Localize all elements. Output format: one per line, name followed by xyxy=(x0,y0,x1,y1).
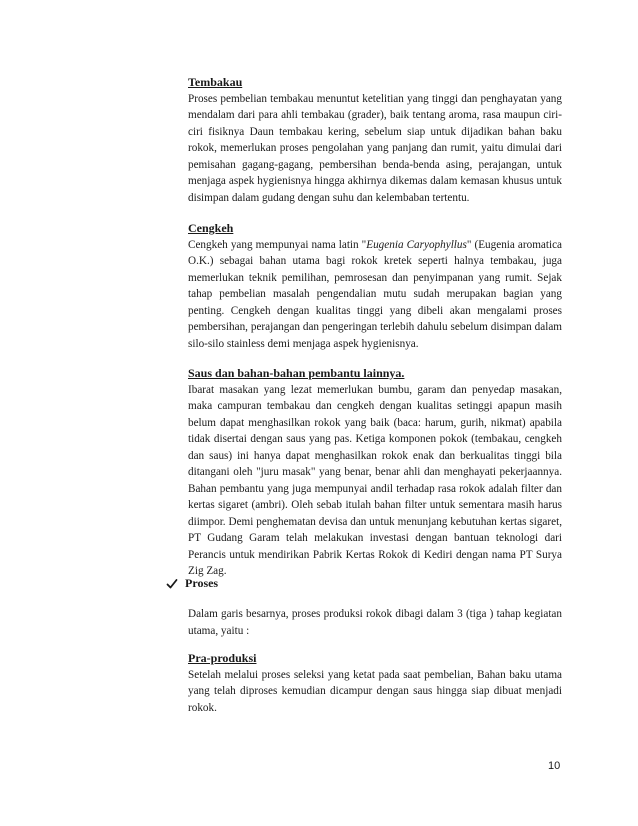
paragraph-proses: Dalam garis besarnya, proses produksi rokok dibagi dalam 3 (tiga ) tahap kegiatan utama, yaitu : xyxy=(188,608,562,637)
paragraph-cengkeh-start: Cengkeh yang mempunyai nama latin " xyxy=(188,238,367,251)
paragraph-cengkeh-rest: " (Eugenia aromatica O.K.) sebagai bahan utama bagi rokok kretek seperti halnya tembakau, juga memerlukan teknik pemilihan, pemrosesan dan penyimpanan yang rumit. Sejak tahap pembelian masalah pengendalian mutu sudah merupakan bagian yang penting. Cengkeh dengan kualitas tinggi yang dibeli akan mengalami proses pembersihan, perajangan dan pengeringan terlebih dahulu sebelum disimpan dalam silo-silo stainless demi menjaga aspek hygienisnya. xyxy=(188,238,563,350)
checkmark-icon xyxy=(166,578,178,590)
paragraph-cengkeh xyxy=(188,237,562,353)
paragraph-saus: Ibarat masakan yang lezat memerlukan bumbu, garam dan penyedap masakan, maka campuran tembakau dan cengkeh dengan kualitas setinggi apapun masih belum dapat menghasilkan rokok yang baik (baca: harum, gurih, nikmat) apabila tidak disertai dengan saus yang pas. Ketiga komponen pokok (tembakau, cengkeh dan saus) ini hanya dapat menghasilkan rokok enak dan berkualitas tinggi bila ditangani oleh "juru masak" yang benar, benar ahli dan menghayati pekerjaannya. Bahan pembantu yang juga mempunyai andil terhadap rasa rokok adalah filter dan kertas sigaret (ambri). Oleh sebab itulah bahan filter untuk sementara masih harus diimpor. Demi penghematan devisa dan untuk menunjang kebutuhan kertas sigaret, PT Gudang Garam telah melakukan investasi dengan bantuan teknologi dari Perancis untuk mendirikan Pabrik Kertas Rokok di Kediri dengan nama PT Surya Zig Zag. xyxy=(188,383,562,577)
section-saus xyxy=(188,365,562,580)
bullet-proses xyxy=(166,576,218,591)
heading-cengkeh: Cengkeh xyxy=(188,221,234,235)
section-cengkeh xyxy=(188,220,562,352)
heading-tembakau: Tembakau xyxy=(188,75,243,89)
section-tembakau xyxy=(188,74,562,206)
page-number: 10 xyxy=(548,760,561,772)
heading-saus: Saus dan bahan-bahan pembantu lainnya. xyxy=(188,366,405,380)
heading-praproduksi: Pra-produksi xyxy=(188,651,257,665)
section-proses xyxy=(188,606,562,639)
section-praproduksi xyxy=(188,650,562,716)
paragraph-tembakau: Proses pembelian tembakau menuntut ketelitian yang tinggi dan penghayatan yang mendalam dari para ahli tembakau (grader), baik tentang aroma, rasa maupun ciri-ciri fisiknya Daun tembakau kering, sebelum siap untuk dijadikan bahan baku rokok, memerlukan proses pengolahan yang panjang dan rumit, yaitu dimulai dari pemisahan gagang-gagang, pembersihan benda-benda asing, perajangan, untuk menjaga aspek hygienisnya hingga akhirnya dikemas dalam kemasan khusus untuk disimpan dalam gudang dengan suhu dan kelembaban tertentu. xyxy=(188,92,562,204)
latin-name: Eugenia Caryophyllus xyxy=(366,238,467,251)
bullet-label-proses: Proses xyxy=(185,576,219,590)
paragraph-praproduksi: Setelah melalui proses seleksi yang ketat pada saat pembelian, Bahan baku utama yang telah diproses kemudian dicampur dengan saus hingga siap dibuat menjadi rokok. xyxy=(188,668,562,714)
